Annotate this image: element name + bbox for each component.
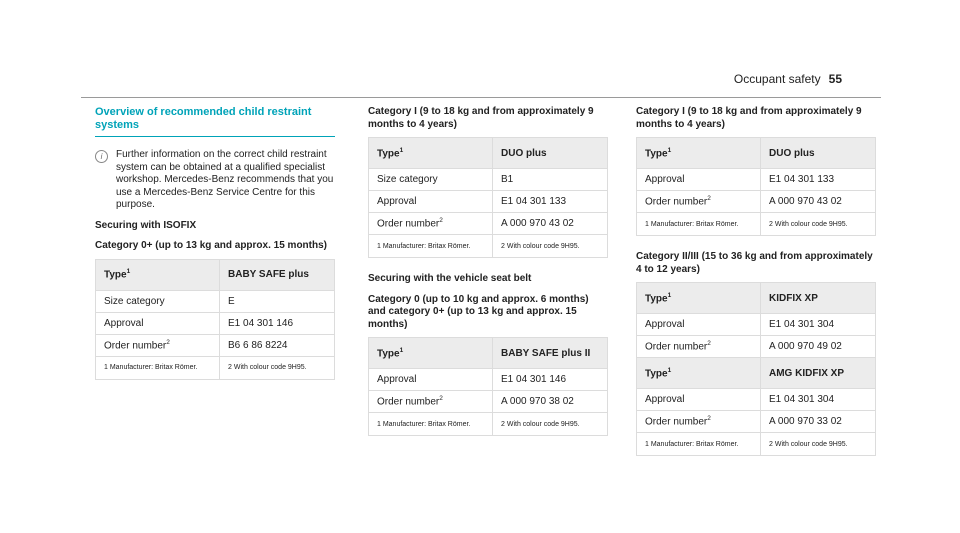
footnote-2: 2 With colour code 9H95.	[761, 433, 876, 456]
category-heading: Category 0 (up to 10 kg and approx. 6 months) and category 0+ (up to 13 kg and approx. 15 months)	[368, 293, 589, 330]
row-value: A 000 970 43 02	[761, 191, 876, 213]
category-heading: Category 0+ (up to 13 kg and approx. 15 months)	[95, 240, 327, 251]
table-row	[369, 169, 608, 191]
type-label: Type	[377, 148, 400, 160]
table-row: Order number$^2$ A 000 970 49 02	[637, 336, 876, 358]
row-value: B1	[493, 169, 608, 191]
type-label: Type	[645, 148, 668, 160]
table-row: Type$^1$ DUO plus	[369, 138, 608, 169]
middle-column	[368, 106, 608, 436]
table-row: Type$^1$ BABY SAFE plus	[96, 259, 335, 290]
table-row: Type$^1$ DUO plus	[637, 138, 876, 169]
type-value: KIDFIX XP	[761, 283, 876, 314]
type-value: DUO plus	[761, 138, 876, 169]
footnote-2: 2 With colour code 9H95.	[220, 356, 335, 379]
table-row: Order number$^2$ B6 6 86 8224	[96, 334, 335, 356]
info-icon: i	[95, 150, 108, 163]
table-row	[369, 191, 608, 213]
footnote-1: 1 Manufacturer: Britax Römer.	[369, 413, 493, 436]
child-seat-table	[95, 259, 335, 380]
table-row	[637, 169, 876, 191]
row-label: Order number	[377, 396, 440, 408]
footnote-row	[369, 235, 608, 258]
type-label: Type	[104, 269, 127, 281]
footnote-2: 2 With colour code 9H95.	[761, 213, 876, 236]
category-heading: Category II/III (15 to 36 kg and from approximately 4 to 12 years)	[636, 251, 873, 275]
footnote-1: 1 Manufacturer: Britax Römer.	[637, 213, 761, 236]
row-label: Approval	[96, 312, 220, 334]
child-seat-table	[636, 137, 876, 236]
footnote-row	[96, 356, 335, 379]
page-header	[734, 72, 842, 86]
table-row: Order number$^2$ A 000 970 38 02	[369, 391, 608, 413]
footnote-1: 1 Manufacturer: Britax Römer.	[637, 433, 761, 456]
table-row: Type$^1$ KIDFIX XP	[637, 283, 876, 314]
footnote-row	[369, 413, 608, 436]
page-number: 55	[828, 72, 842, 86]
row-label: Size category	[96, 290, 220, 312]
type-label: Type	[377, 348, 400, 360]
type-value: DUO plus	[493, 138, 608, 169]
table-row: Order number$^2$ A 000 970 43 02	[637, 191, 876, 213]
row-value: E1 04 301 133	[761, 169, 876, 191]
category-heading: Category I (9 to 18 kg and from approximately 9 months to 4 years)	[368, 106, 594, 130]
row-label: Approval	[369, 369, 493, 391]
info-text: Further information on the correct child restraint system can be obtained at a qualified specialist workshop. Mercedes-Benz recommends that you use a Mercedes-Benz Service Centre for this purpose.	[116, 149, 334, 210]
row-value: E1 04 301 146	[220, 312, 335, 334]
table-row	[369, 369, 608, 391]
table-row	[637, 314, 876, 336]
row-value: A 000 970 49 02	[761, 336, 876, 358]
table-row	[96, 312, 335, 334]
row-label: Approval	[637, 169, 761, 191]
row-label: Order number	[104, 340, 167, 352]
type-value: BABY SAFE plus	[220, 259, 335, 290]
row-value: A 000 970 43 02	[493, 213, 608, 235]
type-value: BABY SAFE plus II	[493, 338, 608, 369]
belt-heading: Securing with the vehicle seat belt	[368, 273, 532, 284]
row-label: Approval	[637, 314, 761, 336]
row-value: E	[220, 290, 335, 312]
type-value: AMG KIDFIX XP	[761, 358, 876, 389]
type-label: Type	[645, 368, 668, 380]
header-rule	[81, 97, 881, 98]
row-value: A 000 970 38 02	[493, 391, 608, 413]
row-label: Order number	[645, 341, 708, 353]
table-row: Type$^1$ BABY SAFE plus II	[369, 338, 608, 369]
table-row: Order number$^2$ A 000 970 43 02	[369, 213, 608, 235]
row-value: E1 04 301 304	[761, 389, 876, 411]
row-value: E1 04 301 304	[761, 314, 876, 336]
section-heading: Overview of recommended child restraint systems	[95, 106, 335, 137]
section-title: Occupant safety	[733, 72, 821, 86]
row-label: Approval	[637, 389, 761, 411]
footnote-row	[637, 213, 876, 236]
table-row: Type$^1$ AMG KIDFIX XP	[637, 358, 876, 389]
row-label: Order number	[645, 196, 708, 208]
footnote-2: 2 With colour code 9H95.	[493, 235, 608, 258]
isofix-heading: Securing with ISOFIX	[95, 219, 197, 231]
right-column	[636, 106, 876, 456]
category-heading: Category I (9 to 18 kg and from approximately 9 months to 4 years)	[636, 106, 862, 130]
row-value: E1 04 301 146	[493, 369, 608, 391]
row-label: Size category	[369, 169, 493, 191]
table-row	[96, 290, 335, 312]
row-value: A 000 970 33 02	[761, 411, 876, 433]
footnote-1: 1 Manufacturer: Britax Römer.	[369, 235, 493, 258]
type-label: Type	[645, 293, 668, 305]
row-label: Order number	[645, 416, 708, 428]
footnote-row	[637, 433, 876, 456]
row-value: B6 6 86 8224	[220, 334, 335, 356]
table-row	[637, 389, 876, 411]
left-column	[95, 106, 335, 380]
row-label: Approval	[369, 191, 493, 213]
child-seat-table	[368, 337, 608, 436]
footnote-1: 1 Manufacturer: Britax Römer.	[96, 356, 220, 379]
info-note	[95, 149, 335, 212]
child-seat-table	[368, 137, 608, 258]
child-seat-table	[636, 282, 876, 456]
row-label: Order number	[377, 218, 440, 230]
table-row: Order number$^2$ A 000 970 33 02	[637, 411, 876, 433]
row-value: E1 04 301 133	[493, 191, 608, 213]
footnote-2: 2 With colour code 9H95.	[493, 413, 608, 436]
